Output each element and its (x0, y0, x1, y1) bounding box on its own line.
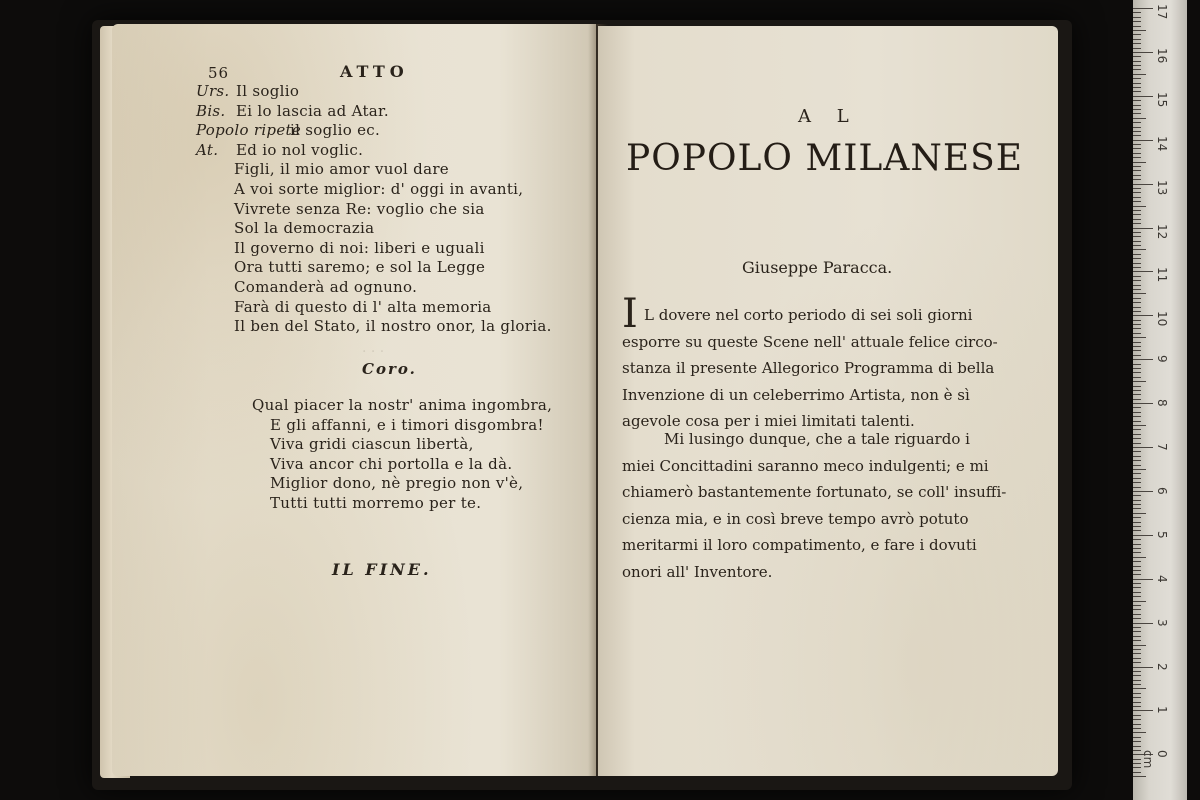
ruler-tick (1133, 61, 1141, 62)
ruler-tick (1133, 140, 1153, 141)
ruler-tick (1133, 162, 1146, 163)
ruler-number: 16 (1155, 47, 1169, 64)
ruler-tick (1133, 157, 1141, 158)
right-page (598, 26, 1058, 776)
ruler-tick (1133, 601, 1146, 602)
ruler-tick (1133, 438, 1141, 439)
ruler-tick (1133, 219, 1141, 220)
author-name: Giuseppe Paracca. (742, 258, 893, 277)
ruler-tick (1133, 434, 1141, 435)
ruler-tick (1133, 346, 1141, 347)
ruler-tick (1133, 465, 1141, 466)
ruler-tick (1133, 710, 1153, 711)
ruler-tick (1133, 623, 1153, 624)
ruler-number: 0 cm (1141, 750, 1169, 769)
ruler-tick (1133, 350, 1141, 351)
ruler-tick (1133, 776, 1146, 777)
ruler-tick (1133, 728, 1141, 729)
ruler-tick (1133, 636, 1141, 637)
ruler-tick (1133, 719, 1141, 720)
ruler-tick (1133, 407, 1141, 408)
ruler-tick (1133, 491, 1153, 492)
ruler-tick (1133, 706, 1141, 707)
ruler-tick (1133, 759, 1141, 760)
fine-label: IL FINE. (332, 560, 432, 579)
ruler-tick (1133, 403, 1153, 404)
verse-line: Vivrete senza Re: voglio che sia (234, 199, 485, 218)
ruler-tick (1133, 8, 1153, 9)
ruler-number: 15 (1155, 91, 1169, 108)
ruler-tick (1133, 544, 1141, 545)
verse-line: A voi sorte miglior: d' oggi in avanti, (234, 180, 524, 198)
ruler-tick (1133, 416, 1141, 417)
ruler-tick (1133, 232, 1141, 233)
verse-line: Ora tutti saremo; e sol la Legge (234, 258, 486, 277)
ruler-tick (1133, 175, 1141, 176)
verse-line: Il ben del Stato, il nostro onor, la gloria. (234, 317, 552, 336)
ruler-tick (1133, 645, 1146, 646)
ruler-tick (1133, 12, 1141, 13)
drop-cap: I (622, 291, 638, 337)
verse-line: Sol la democrazia (234, 219, 375, 238)
ruler-tick (1133, 69, 1141, 70)
ruler-tick (1133, 74, 1146, 75)
ruler-tick (1133, 91, 1141, 92)
ruler-tick (1133, 135, 1141, 136)
ruler-tick (1133, 658, 1141, 659)
ruler-tick (1133, 364, 1141, 365)
verse-line: Figli, il mio amor vuol dare (234, 160, 449, 179)
ruler-tick (1133, 333, 1141, 334)
ruler-number: 12 (1155, 223, 1169, 239)
bleed-through: · · · (362, 344, 385, 360)
coro-line: Miglior dono, nè pregio non v'è, (270, 474, 524, 493)
ruler-tick (1133, 131, 1141, 132)
ruler-tick (1133, 285, 1141, 286)
ruler-tick (1133, 552, 1141, 553)
ruler-tick (1133, 179, 1141, 180)
ruler-tick (1133, 715, 1141, 716)
ruler-number: 4 (1155, 574, 1169, 583)
ruler-tick (1133, 337, 1146, 338)
ruler-tick (1133, 258, 1141, 259)
ruler-number: 9 (1155, 355, 1169, 363)
ruler-tick (1133, 127, 1141, 128)
ruler-tick (1133, 394, 1141, 395)
ruler-tick (1133, 522, 1141, 523)
ruler-tick (1133, 535, 1153, 536)
coro-line: Viva gridi ciascun libertà, (270, 435, 474, 454)
ruler-tick (1133, 26, 1141, 27)
ruler-tick (1133, 372, 1141, 373)
verse-line: Il soglio (236, 82, 300, 100)
ruler-tick (1133, 328, 1141, 329)
ruler-tick (1133, 324, 1141, 325)
ruler-tick (1133, 311, 1141, 312)
paragraph-line: L dovere nel corto periodo di sei soli giorni (644, 306, 973, 324)
verse-line: Il governo di noi: liberi e uguali (234, 238, 485, 257)
ruler-tick (1133, 315, 1153, 316)
dedication-title: POPOLO MILANESE (626, 138, 1024, 179)
ruler-tick (1133, 241, 1141, 242)
ruler-tick (1133, 684, 1141, 685)
ruler-tick (1133, 627, 1141, 628)
ruler-number: 11 (1155, 267, 1169, 283)
ruler-tick (1133, 583, 1141, 584)
ruler-tick (1133, 166, 1141, 167)
speaker-label: Bis. (196, 101, 226, 120)
verse-line: Ei lo lascia ad Atar. (236, 101, 389, 120)
ruler-tick (1133, 188, 1141, 189)
ruler-tick (1133, 451, 1141, 452)
ruler-tick (1133, 653, 1141, 654)
ruler-tick (1133, 307, 1141, 308)
ruler-tick (1133, 693, 1141, 694)
ruler-tick (1133, 504, 1141, 505)
ruler-tick (1133, 245, 1141, 246)
ruler-tick (1133, 386, 1141, 387)
ruler-tick (1133, 293, 1146, 294)
ruler-tick (1133, 144, 1141, 145)
ruler-tick (1133, 320, 1141, 321)
ruler-number: 7 (1155, 443, 1169, 451)
ruler-tick (1133, 662, 1141, 663)
ruler-number: 1 (1155, 706, 1169, 715)
ruler-tick (1133, 56, 1141, 57)
ruler-tick (1133, 342, 1141, 343)
ruler-number: 8 (1155, 399, 1169, 407)
ruler-tick (1133, 697, 1141, 698)
left-page (112, 24, 596, 776)
ruler-tick (1133, 680, 1141, 681)
ruler-tick (1133, 355, 1141, 356)
ruler-tick (1133, 421, 1141, 422)
ruler-tick (1133, 263, 1141, 264)
ruler-tick (1133, 741, 1141, 742)
ruler-tick (1133, 228, 1153, 229)
ruler-number: 5 (1155, 530, 1169, 539)
measurement-ruler (1133, 0, 1187, 800)
dedication-al: A L (798, 106, 859, 127)
ruler-tick (1133, 688, 1146, 689)
ruler-tick (1133, 184, 1153, 185)
coro-line: E gli affanni, e i timori disgombra! (270, 415, 544, 434)
ruler-tick (1133, 113, 1141, 114)
ruler-tick (1133, 495, 1141, 496)
page-number: 56 (208, 64, 230, 82)
ruler-tick (1133, 667, 1153, 668)
ruler-tick (1133, 482, 1141, 483)
ruler-tick (1133, 359, 1153, 360)
ruler-tick (1133, 96, 1153, 97)
ruler-tick (1133, 197, 1141, 198)
ruler-tick (1133, 289, 1141, 290)
ruler-tick (1133, 429, 1141, 430)
ruler-tick (1133, 447, 1153, 448)
ruler-tick (1133, 65, 1141, 66)
ruler-tick (1133, 52, 1153, 53)
ruler-tick (1133, 772, 1141, 773)
running-head: ATTO (340, 62, 409, 81)
ruler-tick (1133, 579, 1153, 580)
ruler-tick (1133, 122, 1141, 123)
ruler-tick (1133, 276, 1141, 277)
ruler-tick (1133, 302, 1141, 303)
ruler-tick (1133, 39, 1141, 40)
ruler-tick (1133, 767, 1141, 768)
ruler-tick (1133, 702, 1141, 703)
ruler-tick (1133, 508, 1141, 509)
ruler-tick (1133, 298, 1141, 299)
paragraph-line: meritarmi il loro compatimento, e fare i dovuti (622, 536, 977, 554)
ruler-tick (1133, 574, 1141, 575)
ruler-tick (1133, 109, 1141, 110)
ruler-number: 6 (1155, 486, 1169, 495)
ruler-tick (1133, 487, 1141, 488)
ruler-tick (1133, 526, 1141, 527)
speaker-label: Popolo ripete (196, 121, 301, 140)
ruler-tick (1133, 587, 1141, 588)
ruler-tick (1133, 271, 1153, 272)
ruler-tick (1133, 83, 1141, 84)
ruler-tick (1133, 517, 1141, 518)
ruler-tick (1133, 148, 1141, 149)
ruler-tick (1133, 412, 1141, 413)
ruler-tick (1133, 48, 1141, 49)
ruler-tick (1133, 469, 1146, 470)
ruler-number: 10 (1155, 311, 1169, 327)
paragraph-line: agevole cosa per i miei limitati talenti. (622, 412, 915, 430)
speaker-label: At. (196, 140, 219, 159)
ruler-tick (1133, 236, 1141, 237)
ruler-tick (1133, 456, 1141, 457)
ruler-tick (1133, 105, 1141, 106)
verse-line: Farà di questo di l' alta memoria (234, 297, 492, 316)
coro-line: Viva ancor chi portolla e la dà. (270, 454, 513, 473)
ruler-tick (1133, 596, 1141, 597)
ruler-tick (1133, 513, 1146, 514)
ruler-tick (1133, 425, 1146, 426)
ruler-tick (1133, 746, 1141, 747)
ruler-tick (1133, 368, 1141, 369)
ruler-tick (1133, 763, 1141, 764)
paragraph-line: stanza il presente Allegorico Programma di bella (622, 359, 995, 377)
ruler-number: 17 (1155, 4, 1169, 20)
paragraph-line: esporre su queste Scene nell' attuale felice circo- (622, 332, 998, 351)
ruler-tick (1133, 561, 1141, 562)
ruler-tick (1133, 539, 1141, 540)
coro-heading: Coro. (362, 360, 417, 378)
ruler-tick (1133, 460, 1141, 461)
ruler-tick (1133, 557, 1146, 558)
ruler-tick (1133, 118, 1146, 119)
ruler-tick (1133, 170, 1141, 171)
ruler-tick (1133, 649, 1141, 650)
ruler-tick (1133, 377, 1141, 378)
ruler-tick (1133, 100, 1141, 101)
ruler-tick (1133, 223, 1141, 224)
paragraph-line: cienza mia, e in così breve tempo avrò potuto (622, 509, 969, 528)
ruler-tick (1133, 201, 1141, 202)
ruler-tick (1133, 640, 1141, 641)
ruler-number: 3 (1155, 618, 1169, 627)
ruler-tick (1133, 206, 1146, 207)
ruler-tick (1133, 609, 1141, 610)
ruler-tick (1133, 671, 1141, 672)
ruler-tick (1133, 605, 1141, 606)
ruler-tick (1133, 249, 1146, 250)
ruler-tick (1133, 548, 1141, 549)
ruler-tick (1133, 192, 1141, 193)
ruler-tick (1133, 399, 1141, 400)
ruler-tick (1133, 153, 1141, 154)
ruler-tick (1133, 570, 1141, 571)
speaker-label: Urs. (196, 82, 230, 100)
ruler-tick (1133, 280, 1141, 281)
verse-line: il soglio ec. (290, 121, 381, 140)
paragraph-line: chiamerò bastantemente fortunato, se coll' insuffi- (622, 483, 1007, 501)
ruler-tick (1133, 214, 1141, 215)
ruler-tick (1133, 618, 1141, 619)
ruler-tick (1133, 592, 1141, 593)
coro-line: Qual piacer la nostr' anima ingombra, (252, 396, 553, 414)
ruler-tick (1133, 750, 1141, 751)
ruler-tick (1133, 21, 1141, 22)
ruler-tick (1133, 381, 1146, 382)
ruler-tick (1133, 530, 1141, 531)
ruler-tick (1133, 724, 1141, 725)
ruler-tick (1133, 631, 1141, 632)
paragraph-line: miei Concittadini saranno meco indulgenti; e mi (622, 456, 989, 475)
ruler-tick (1133, 87, 1141, 88)
ruler-tick (1133, 210, 1141, 211)
ruler-tick (1133, 478, 1141, 479)
ruler-tick (1133, 443, 1141, 444)
ruler-tick (1133, 473, 1141, 474)
ruler-tick (1133, 34, 1141, 35)
ruler-tick (1133, 675, 1141, 676)
paragraph-line: onori all' Inventore. (622, 562, 773, 581)
verse-line: Ed io nol voglic. (236, 140, 364, 159)
ruler-tick (1133, 500, 1141, 501)
ruler-tick (1133, 566, 1141, 567)
ruler-number: 13 (1155, 179, 1169, 195)
ruler-number: 14 (1155, 135, 1169, 151)
ruler-tick (1133, 78, 1141, 79)
ruler-tick (1133, 254, 1141, 255)
ruler-tick (1133, 732, 1146, 733)
ruler-tick (1133, 43, 1141, 44)
paragraph-line: Invenzione di un celeberrimo Artista, non è sì (622, 385, 970, 404)
ruler-tick (1133, 30, 1146, 31)
ruler-tick (1133, 737, 1141, 738)
coro-line: Tutti tutti morremo per te. (270, 494, 482, 512)
ruler-tick (1133, 614, 1141, 615)
ruler-tick (1133, 267, 1141, 268)
ruler-number: 2 (1155, 662, 1169, 671)
ruler-tick (1133, 17, 1141, 18)
paragraph-line: Mi lusingo dunque, che a tale riguardo i (664, 430, 970, 448)
verse-line: Comanderà ad ognuno. (234, 278, 418, 296)
ruler-tick (1133, 390, 1141, 391)
